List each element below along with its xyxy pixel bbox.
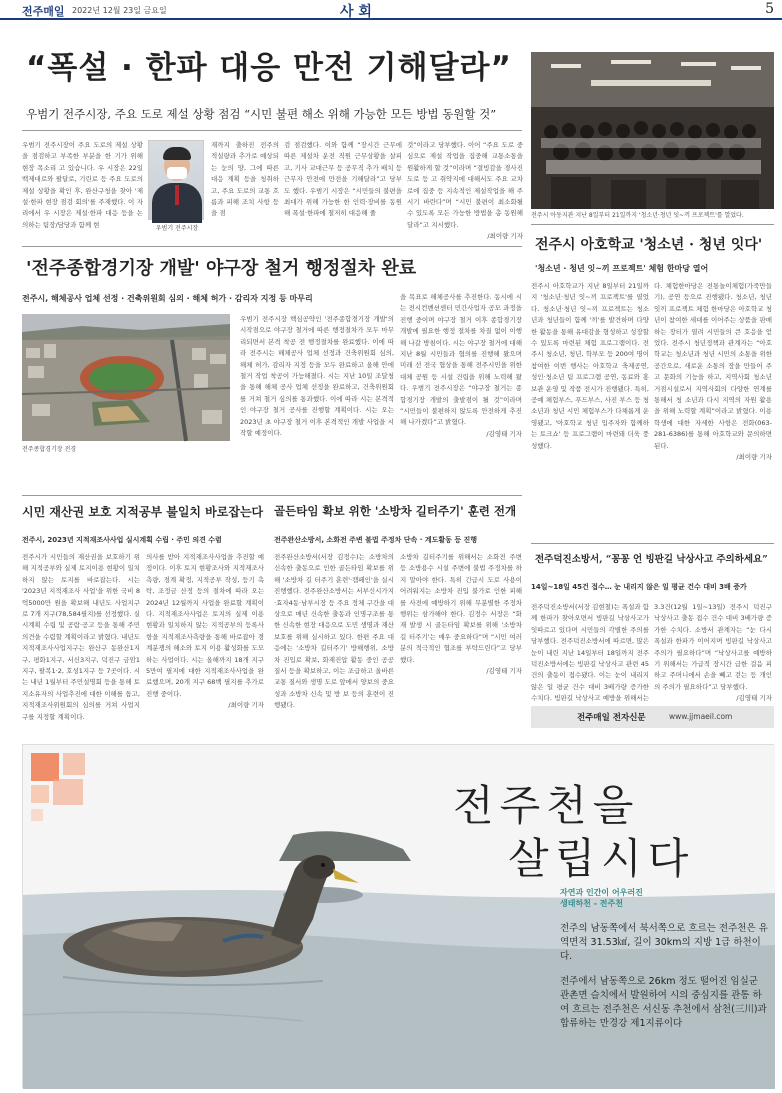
- divider: [22, 495, 522, 496]
- story4-subhead: 전주시, 2023년 지적재조사사업 실시계획 수립 · 주민 의견 수렴: [22, 536, 222, 544]
- story3-col1: 우범기 전주시장 핵심공약인 '전주종합경기장 개발'의 시작점으로 야구장 철거에 따른 행정절차가 모두 마무리되면서 본격 착공 전 행정절차를 완료했다. 이에 따라 전주시는 해체공사 업체 선정과 건축위원회 심의, 해체 허가, 감리자 지정 등을 모두 완료하고 올해 안에 철거 작업 착공이 가능해졌다. 시는 지난 10일 조달청을 통해 해체 공사 업체 선정을 완료하고, 건축위원회를 거쳐 철거 심의를 통과했다. 이에 따라 시는 본격적인 야구장 철거 공사를 진행할 계획이다. 시는 오는 2023년 초 야구장 철거 이후 본격적인 개발 사업을 시작할 예정이다.: [240, 315, 394, 438]
- story2-byline: /최이량 기자: [736, 453, 772, 462]
- ad-title-line2: 살립시다: [508, 834, 695, 883]
- mayor-photo-caption: 우범기 전주시장: [155, 225, 199, 232]
- paper-name: 전주매일: [22, 5, 65, 18]
- story5-headline: 골든타임 확보 위한 '소방차 길터주기' 훈련 전개: [274, 504, 517, 518]
- divider: [22, 130, 522, 131]
- ad-tagline-river: 생태하천 - 전주천: [560, 899, 623, 908]
- ad-title-line1: 전주천을: [453, 781, 640, 830]
- ad-paragraph-2: 전주에서 남동쪽으로 26km 정도 떨어진 임실군 관촌면 슬치에서 발원하여 시의 중심지를 관통 하여 흐르는 전주천은 서신동 추천에서 삼천(三川)과 합류하는 만경강 제1지류이다: [560, 976, 767, 1029]
- story4-col2: [146, 552, 264, 730]
- banner-url[interactable]: www.jjmaeil.com: [669, 712, 733, 721]
- story5-col2-text: 소방차 길터주기를 위해서는 소화전 주변 등 소방용수 시설 주변에 불법 주정차를 하지 말아야 한다. 특히 긴급시 도로 사용이 어려워지는 소방차 진입 불가로 인한 피해를 사전에 예방하기 위해 무분별한 주정차 행위는 삼가해야 한다. 김정수 서장은 “화재 발생 시 골든타임 확보를 위해 '소방차 길 터주기'는 매우 중요하다”며 “시민 여러분의 적극적인 협조를 부탁드린다”고 당부했다.: [400, 553, 522, 664]
- section-title: 사 회: [340, 4, 372, 20]
- masthead: [0, 0, 782, 20]
- ad-paragraph-1: 전주의 남동쪽에서 북서쪽으로 흐르는 전주천은 유역면적 31.53㎢, 길이 30km의 지방 1급 하천이다.: [560, 923, 768, 962]
- story5-col1: 전주완산소방서(서장 김정수)는 소방차의 신속한 출동으로 인한 골든타임 확보를 위해 '소방차 길 터주기 훈련'·캠페인'을 실시 진행했다. 전주완산소방서는 서부신시가지·효자4동·남부시장 등 주요 정체 구간을 대상으로 매년 신속한 출동과 인명구조를 통한 신속한 현장 대응으로 도민 생명과 재산 보호를 위해 실시하고 있다. 한편 주요 대응에는 '소방차 길터주기' 방해행위, 소방차 진입로 확보, 화재진압 활동 중인 공공질서 등을 확보하고, 이는 조급하고 올바른 교통 질서와 생명 도로 앞에서 양보의 중요성과 소방차 신속 및 방 보 등의 훈련이 진행됐다.: [274, 553, 394, 710]
- banner-name: 전주매일 전자신문: [577, 713, 646, 723]
- story6-byline: /김영태 기자: [736, 694, 772, 703]
- story3-col2: [400, 292, 522, 490]
- divider: [531, 224, 774, 225]
- story3-byline: /김영태 기자: [486, 429, 522, 438]
- stadium-photo-caption: 전주종합경기장 전경: [22, 446, 77, 453]
- story6-headline: 전주덕진소방서, “꽁꽁 언 빙판길 낙상사고 주의하세요”: [535, 554, 768, 565]
- stadium-aerial-photo: [22, 314, 230, 441]
- story2-subhead: '청소년 · 청년 잇~끼 프로젝트' 체험 한마당 열어: [535, 264, 709, 273]
- story5-subhead: 전주완산소방서, 소화전 주변 불법 주정차 단속 · 계도활동 등 진행: [274, 536, 478, 544]
- youth-event-photo: [531, 52, 774, 209]
- divider: [531, 543, 774, 544]
- story6-col1: 전주덕진소방서(서장 김현철)는 폭설과 함께 한파가 찾아오면서 빙판길 낙상사고가 잇따르고 있다며 시민들의 각별한 주의를 당부했다. 전주덕진소방서에 따르면, 많은 눈이 내린 지난 14일부터 18일까지 전주덕진소방서에는 빙판길 낙상사고 관련 45건의 출동이 접수됐다. 이는 눈이 내리지 않은 일 평균 건수 대비 3배가량 증가한 수치다. 빙판길 낙상사고 예방을 위해서는: [531, 603, 650, 703]
- story1-col4: [407, 140, 523, 241]
- issue-date: 2022년 12월 23일 금요일: [72, 6, 167, 15]
- story5-byline: /김영태 기자: [486, 667, 522, 676]
- story2-headline: 전주시 아호학교 '청소년 · 청년 잇다': [535, 237, 763, 253]
- story4-col2-text: 의사를 받아 지적재조사사업을 추진할 예정이다. 이후 토지 현황조사와 지적재조사 측량, 경계 확정, 지적공부 작성, 등기 촉탁, 조정금 산정 등의 절차에 따라 오는 2024년 12월까지 사업을 완료할 계획이다. 지적재조사사업은 토지의 실제 이용 현황과 일치하지 않는 지적공부의 등록사항을 지적재조사측량을 통해 바로잡아 경계분쟁의 해소와 토지 이용 활성화를 도모하는 사업이다. 시는 올해까지 18개 지구 5만여 필지에 대한 지적재조사사업을 완료했으며, 20개 지구 68백 필지를 추가로 진행 중이다.: [146, 553, 264, 698]
- story5-col2: [400, 552, 522, 730]
- story4-byline: /최이량 기자: [228, 701, 264, 710]
- e-newspaper-banner[interactable]: [531, 706, 774, 728]
- story3-subhead: 전주시, 해체공사 업체 선정 · 건축위원회 심의 · 해체 허가 · 감리자 지정 등 마무리: [22, 294, 313, 303]
- story1-subhead: 우범기 전주시장, 주요 도로 제설 상황 점검 “시민 불편 해소 위해 가능한 모든 방법 동원할 것”: [26, 107, 497, 121]
- youth-photo-caption: 전주시 아동지관 지난 8일부터 21일까지 '청소년·청년 잇~끼 프로젝트'를 열었다.: [531, 212, 744, 219]
- story3-col2-text: 을 목표로 해체공사를 추진한다. 동시에 시는 전시컨벤션센터 민간사업자 공모 과정을 진행 중이며 야구장 철거 이후 종합경기장 개발에 필요한 행정 절차를 차질 없이 이행해 나갈 방침이다. 시는 야구장 철거에 대해 지난 8월 시민들과 협의를 진행해 왔으며 미래 선 전국 협상을 통해 전주시민을 위한 대체 공원 등 시설 건립을 위해 노력해 왔다. 우범기 전주시장은 “야구장 철거는 종합경기장 개발의 출발점이 될 것”이라며 “시민들이 불편하지 않도록 안전하게 추진해 나가겠다”고 밝혔다.: [400, 293, 522, 427]
- stream-ad: [22, 744, 774, 1088]
- story1-col3: 검 점검했다. 이와 함께 “장시간 근무에 따른 제설차 운전 직원 근무상황을 살피고, 기사 교대근무 등 공무직 추가 배치 등 근무자 안전에 만전을 기해달라”고 당부도 했다. 우범기 시장은 “시민들의 불편을 최대가 위해 가능한 한 인력·장비를 동원해 폭설·한파에 철저히 대응해 줄: [284, 141, 402, 218]
- story4-headline: 시민 재산권 보호 지적공부 불일치 바로잡는다: [22, 505, 264, 519]
- story6-subhead: 14일~18일 45건 접수… 눈 내리지 않은 일 평균 건수 대비 3배 증가: [531, 583, 747, 591]
- story3-headline: '전주종합경기장 개발' 야구장 철거 행정절차 완료: [26, 258, 417, 279]
- story1-headline: “폭설 · 한파 대응 만전 기해달라”: [26, 50, 512, 86]
- story2-col1: 전주시 아호학교가 지난 8일부터 21일까지 '청소년·청년 잇~끼 프로젝트'를 열었다. 청소년·청년 잇~끼 프로젝트는 청소년과 청년들이 함께 '끼'를 발견하며 다양한 활동을 통해 유대감을 형성하고 성장할 수 있도록 마련된 체험 프로그램이다. 전주시 청소년, 청년, 학부모 등 200여 명이 참여한 이번 행사는 아호학교 축제공연, 성인·청소년 팀 프로그램 공연, 동료와 홍보관 운영 및 작품 전시가 진행됐다. 특히, 공예 체험부스, 푸드부스, 사진 부스 등 청소년과 청년 시민 체험부스가 다채롭게 운영됐고, '아호학교 청년 입주자와 함께하는 토크쇼' 등 프로그램이 마련돼 더욱 풍성했다.: [531, 282, 649, 450]
- divider: [22, 246, 522, 247]
- story2-col2-text: 다. 체험한마당은 전통놀이체험(가죽만들기), 공연 등으로 진행됐다. 청소년, 청년 잇끼 프로젝트 체험 한마당은 아호학교 청년이 참여한 세대를 이어주는 상품을 판매하는 장터가 열려 시민들의 큰 호응을 얻었다. 전주시 청년정책과 관계자는 “아호학교는 청소년과 청년 시민의 소통을 위한 공간으로, 새로운 소통의 장을 만들어 주고 문화의 기능을 하고, 지역사회 청소년 거점시설로서 지역사회의 다양한 연계를 통해서 청 소년과 다시 지역의 자원 활용을 위해 노력할 계획”이라고 밝혔다. 이용학생에 대한 자세한 사항은 전화(063-281-6386)를 통해 아호학교와 문의하면 된다.: [654, 282, 772, 450]
- story1-col1: 우범기 전주시장이 주요 도로의 제설 상황을 점검하고 부족한 부분을 한 기가 위해 현장 목소리 고 있습니다. 우 시장은 22일 백제대로와 팔달로, 기린로 등 주요 도로의 제설 상황을 확인 후, 완산구청을 찾아 '제설·한파 현장 점검 회의'를 주재했다. 이 자리에서 우 시장은 제설·한파 대응 등을 논의하는 팀장/담당과 함께 현: [22, 141, 143, 229]
- mayor-photo: [148, 140, 204, 220]
- story6-col2-text: 3.3건(12월 1일~13일) 전주시 덕진구 낙상사고 출동 접수 건수 대비 3배가량 증가한 수치다. 소방서 관계자는 “눈 다시 폭설과 한파가 이어지며 빙판길 낙상사고 주의가 필요하다”며 “낙상사고를 예방하기 위해서는 가급적 장시간 급한 걸음 피하고 주머니에서 손을 빼고 걷는 등 개인의 주의가 필요하다”고 당부했다.: [654, 603, 772, 691]
- ad-tagline: 자연과 인간이 어우러진: [560, 888, 643, 897]
- story4-col1: 전주시가 시민들의 재산권을 보호하기 위해 지적공부와 실제 토지이용 현황이 일치하지 않는 토지를 바로잡는다. 시는 '2023년 지적재조사 사업'을 위한 국비 8억5000만 원을 확보해 내년도 사업지구로 7개 지구(78,584필지)를 선정했다. 실시계획 수립 및 공람·공고 등을 통해 주민 의견을 수렴할 계획이라고 밝혔다. 내년도 지적재조사사업지구는 완산구 동완산1지구, 평화1지구, 서신3지구, 덕진구 금암1지구, 팔복1·2, 호성1지구 등 7곳이다. 시는 내년 1월부터 주민설명회 등을 통해 토지소유자의 사업추진에 대한 이해를 돕고, 지적재조사위원회의 심의를 거쳐 사업지구를 지정할 계획이다.: [22, 553, 140, 721]
- story1-byline: /최이량 기자: [487, 232, 523, 241]
- story1-col4-text: 것”이라고 당부했다. 이어 “주요 도로 중심으로 제설 작업을 집중해 교통소통을 원활하게 할 것”이라며 “결빙감을 경사진 도로 등 고 취약지에 대해서도 주요 교차로에 집중 등 지속적인 제설작업을 해 주시기 바란다”며 “시민 불편이 최소화될 수 있도록 모든 가능한 방법을 총 동원해 달라”고 지시했다.: [407, 141, 523, 229]
- page-number: 5: [765, 1, 774, 17]
- story1-col2: 재까지 출하진 전주의 적설량과 추가로 예상되는 눈의 양, 그에 따른 대응 계획 등을 청취하고, 주요 도로의 교통 흐름과 피해 조치 사항 등을 점: [211, 141, 279, 218]
- story2-col2: [654, 281, 772, 539]
- story6-col2: [654, 602, 772, 702]
